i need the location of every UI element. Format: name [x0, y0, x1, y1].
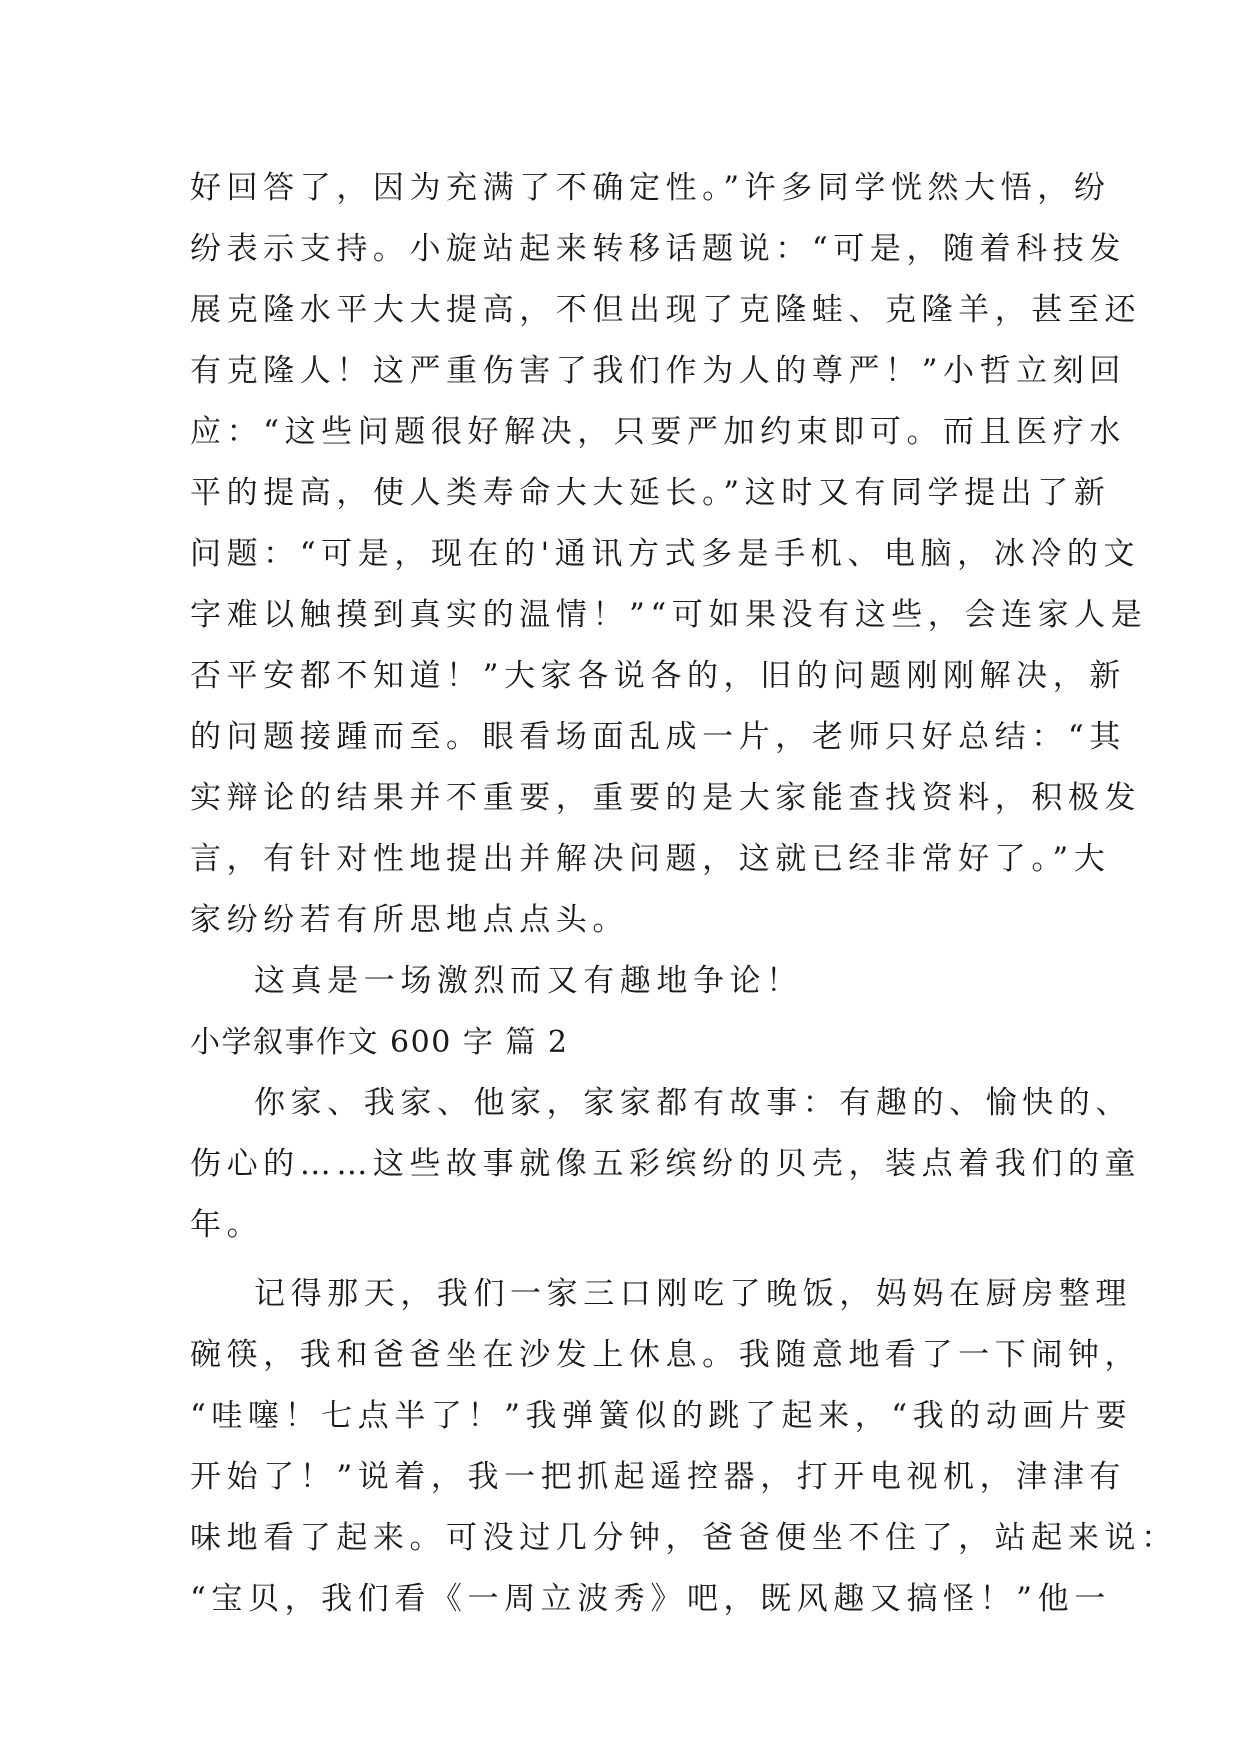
text-line: 你家、我家、他家，家家都有故事：有趣的、愉快的、 — [254, 1085, 1132, 1121]
text-line: 实辩论的结果并不重要，重要的是大家能查找资料，积极发 — [190, 780, 1142, 816]
paragraph-story — [190, 1264, 1178, 1630]
text-line: 纷表示支持。小旋站起来转移话题说：“可是，随着科技发 — [190, 231, 1126, 267]
text-line: “哇噻！七点半了！”我弹簧似的跳了起来，“我的动画片要 — [190, 1398, 1133, 1434]
text-line: 记得那天，我们一家三口刚吃了晚饭，妈妈在厨房整理 — [254, 1276, 1132, 1312]
text-line: 伤心的……这些故事就像五彩缤纷的贝壳，装点着我们的童 — [190, 1146, 1142, 1182]
text-line: 问题：“可是，现在的'通讯方式多是手机、电脑，冰冷的文 — [190, 536, 1141, 572]
document-body — [190, 158, 1178, 1630]
text-line: 展克隆水平大大提高，不但出现了克隆蛙、克隆羊，甚至还 — [190, 292, 1142, 328]
text-line: 字难以触摸到真实的温情！”“可如果没有这些，会连家人是 — [190, 597, 1148, 633]
section-heading — [190, 1012, 1050, 1073]
text-line: 的问题接踵而至。眼看场面乱成一片，老师只好总结：“其 — [190, 719, 1126, 755]
paragraph-debate-ending — [190, 158, 1148, 951]
paragraph-intro — [190, 1073, 1142, 1256]
text-line: 这真是一场激烈而又有趣地争论！ — [254, 963, 803, 999]
text-line: 碗筷，我和爸爸坐在沙发上休息。我随意地看了一下闹钟， — [190, 1337, 1142, 1373]
text-line: 家纷纷若有所思地点点头。 — [190, 902, 629, 938]
text-line: 有克隆人！这严重伤害了我们作为人的尊严！”小哲立刻回 — [190, 353, 1126, 389]
text-line: 否平安都不知道！”大家各说各的，旧的问题刚刚解决，新 — [190, 658, 1126, 694]
text-line: “宝贝，我们看《一周立波秀》吧，既风趣又搞怪！”他一 — [190, 1581, 1111, 1617]
text-line: 好回答了，因为充满了不确定性。”许多同学恍然大悟，纷 — [190, 170, 1111, 206]
text-line: 言，有针对性地提出并解决问题，这就已经非常好了。”大 — [190, 841, 1111, 877]
text-line: 应：“这些问题很好解决，只要严加约束即可。而且医疗水 — [190, 414, 1126, 450]
text-line: 开始了！”说着，我一把抓起遥控器，打开电视机，津津有 — [190, 1459, 1126, 1495]
text-line: 平的提高，使人类寿命大大延长。”这时又有同学提出了新 — [190, 475, 1111, 511]
heading-text: 小学叙事作文 600 字 篇 2 — [190, 1025, 569, 1060]
text-line: 味地看了起来。可没过几分钟，爸爸便坐不住了，站起来说： — [190, 1520, 1178, 1556]
paragraph-conclusion — [190, 951, 1050, 1012]
text-line: 年。 — [190, 1207, 264, 1243]
